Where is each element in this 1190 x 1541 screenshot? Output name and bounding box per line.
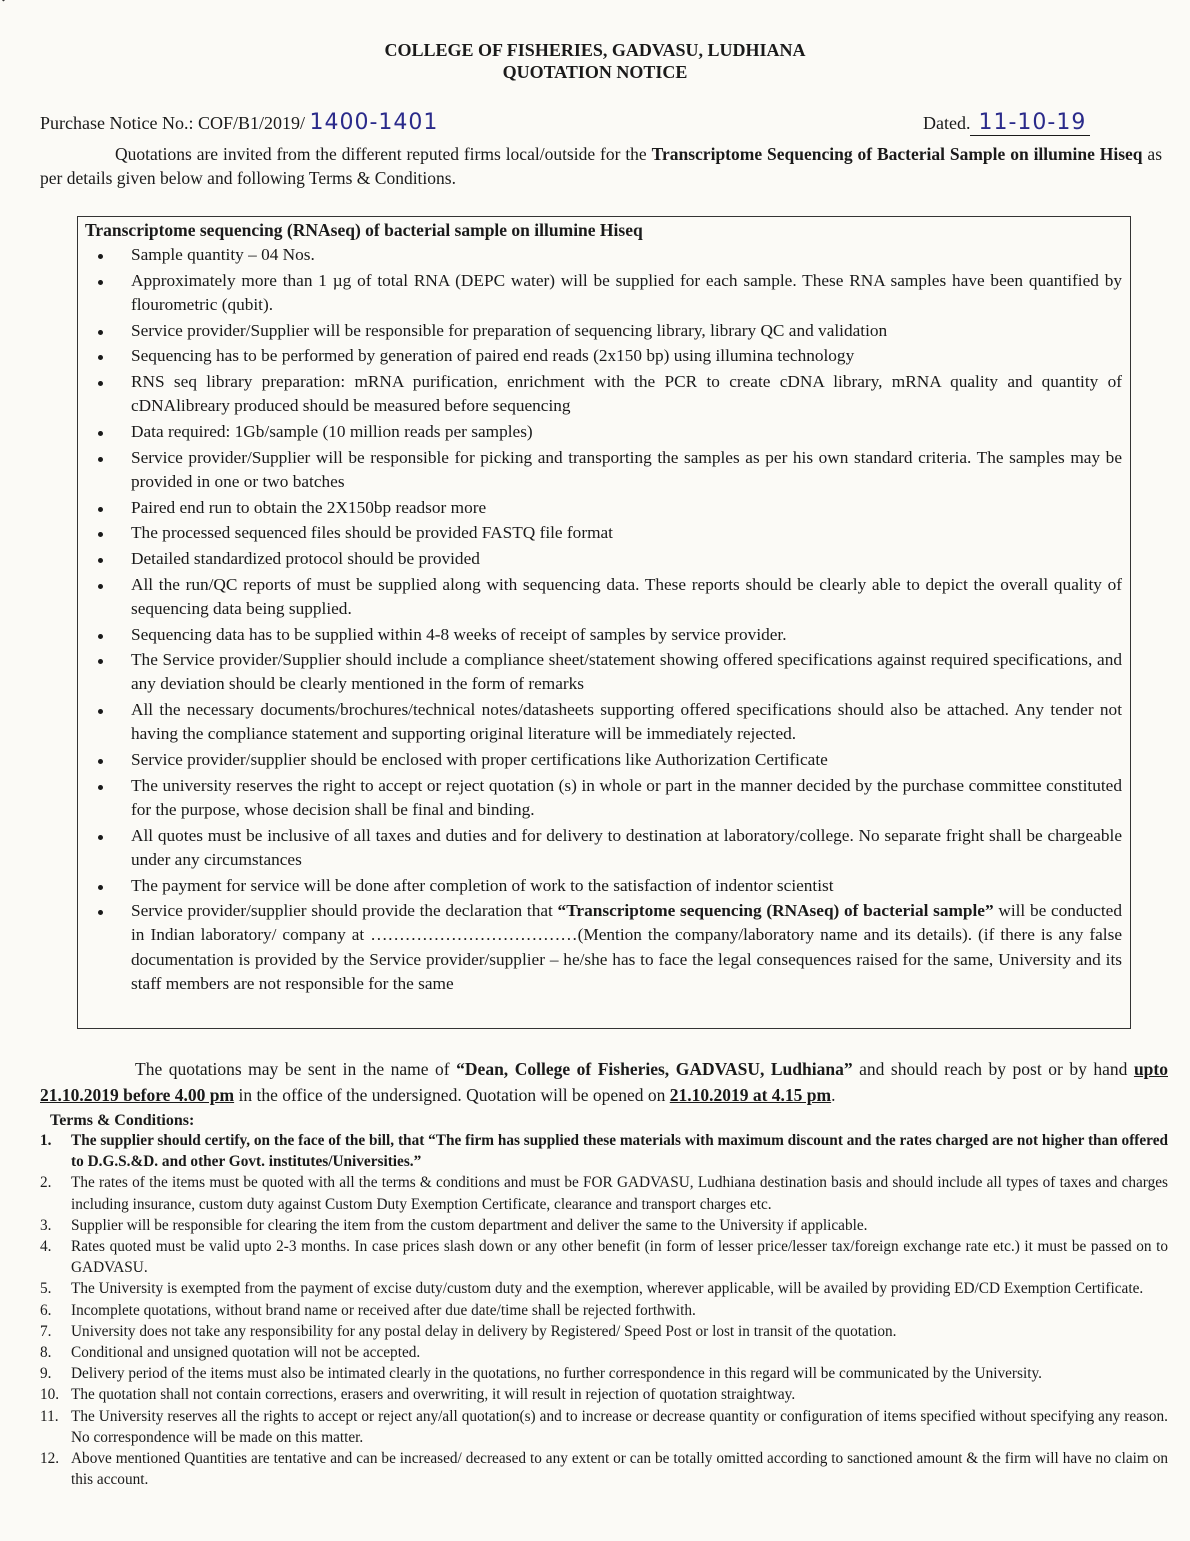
term-number: 1. [40,1132,52,1149]
spec-item-text: The Service provider/Supplier should include a compliance sheet/statement showing offered specifications against required specifications, and any deviation should be clearly mentioned in the form of remarks [131,650,1122,694]
college-title: COLLEGE OF FISHERIES, GADVASU, LUDHIANA [384,40,806,60]
bullet-icon [98,885,103,890]
intro-prefix: Quotations are invited from the different reputed firms local/outside for the [115,144,652,164]
handwritten-notice-number: 1400-1401 [309,110,439,135]
spec-item-text: Service provider/supplier should be enclosed with proper certifications like Authorization Certificate [131,750,828,770]
spec-item-text: Sequencing data has to be supplied within 4-8 weeks of receipt of samples by service provider. [131,624,787,644]
bullet-icon [98,254,103,259]
spec-item-text: The university reserves the right to accept or reject quotation (s) in whole or part in the manner decided by the purchase committee constituted for the purpose, whose decision shall be final and binding. [131,775,1122,819]
bullet-icon [98,457,103,462]
term-number: 7. [40,1322,52,1340]
term-number: 5. [40,1280,52,1298]
spec-item-text: Paired end run to obtain the 2X150bp readsor more [131,497,487,517]
bullet-icon [98,558,103,563]
term-item [40,1278,1168,1299]
spec-item [78,748,1132,772]
spec-item [78,370,1132,418]
term-text: Conditional and unsigned quotation will not be accepted. [71,1344,421,1362]
specification-list [78,243,1132,998]
bullet-icon [98,507,103,512]
spec-item [78,698,1132,746]
spec-item [78,269,1132,317]
spec-item-text: Data required: 1Gb/sample (10 million reads per samples) [131,421,533,441]
bullet-icon [98,431,103,436]
term-text: The University reserves all the rights to accept or reject any/all quotation(s) and to increase or decrease quantity or configuration of items specified without specifying any reason. No correspondence will be made on this matter. [71,1407,1168,1446]
corner-pen-mark [2,0,29,2]
declaration-bold-title: “Transcriptome sequencing (RNAseq) of bacterial sample” [557,901,994,921]
term-text: Above mentioned Quantities are tentative and can be increased/ decreased to any extent or can be totally omitted according to sanctioned amount & the firm will have no claim on this account. [71,1450,1168,1489]
term-text: University does not take any responsibility for any postal delay in delivery by Registered/ Speed Post or lost in transit of the quotation. [71,1322,897,1340]
bullet-icon [98,355,103,360]
term-item [40,1236,1168,1278]
spec-item-text: Sample quantity – 04 Nos. [131,245,315,264]
spec-item-text: Service provider/Supplier will be responsible for picking and transporting the samples as per his own standard criteria. The samples may be provided in one or two batches [131,447,1122,491]
term-number: 11. [40,1407,59,1425]
spec-item [78,648,1132,696]
term-number: 8. [40,1344,52,1362]
spec-item [78,420,1132,444]
term-text: The quotation shall not contain corrections, erasers and overwriting, it will result in rejection of quotation straightway. [71,1386,796,1404]
spec-item-text: Service provider/Supplier will be responsible for preparation of sequencing library, library QC and validation [131,320,888,340]
closing-part4: . [831,1085,836,1105]
bullet-icon [98,659,103,664]
term-item [40,1406,1168,1448]
bullet-icon [98,634,103,639]
bullet-icon [98,835,103,840]
term-item [40,1172,1168,1214]
purchase-notice-number [40,110,438,135]
spec-item-declaration [78,899,1132,996]
spec-item [78,774,1132,822]
bullet-icon [98,532,103,537]
spec-item-text: RNS seq library preparation: mRNA purification, enrichment with the PCR to create cDNA library, mRNA quality and quantity of cDNAlibreary produced should be measured before sequencing [131,372,1122,416]
bullet-icon [98,280,103,285]
term-item [40,1448,1168,1490]
spec-item-text: All quotes must be inclusive of all taxes and duties and for delivery to destination at laboratory/college. No separate fright shall be chargeable under any circumstances [131,825,1122,869]
spec-item [78,344,1132,368]
bullet-icon [98,381,103,386]
spec-item [78,547,1132,571]
spec-item [78,521,1132,545]
term-number: 9. [40,1365,52,1383]
closing-part3: in the office of the undersigned. Quotation will be opened on [234,1085,670,1105]
intro-bold-subject: Transcriptome Sequencing of Bacterial Sample on illumine Hiseq [651,144,1143,164]
term-text: Rates quoted must be valid upto 2-3 months. In case prices slash down or any other benefit (in form of lesser price/lesser tax/foreign exchange rate etc.) it must be passed on to GADVASU. [71,1238,1168,1277]
bullet-icon [98,330,103,335]
term-number: 10. [40,1386,60,1404]
term-text: The rates of the items must be quoted with all the terms & conditions and must be FOR GADVASU, Ludhiana destination basis and should include all types of taxes and charges including insurance, custom duty against Custom Duty Exemption Certificate, clearance and transport charges etc. [71,1174,1168,1213]
notice-date [923,110,1090,136]
bullet-icon [98,910,103,915]
bullet-icon [98,709,103,714]
term-text: Supplier will be responsible for clearing the item from the custom department and deliver the same to the University if applicable. [71,1216,868,1234]
specification-heading: Transcriptome sequencing (RNAseq) of bacterial sample on illumine Hiseq [85,220,643,240]
term-text: The University is exempted from the payment of excise duty/custom duty and the exemption, wherever applicable, will be availed by providing ED/CD Exemption Certificate. [71,1280,1144,1298]
spec-item [78,243,1132,267]
term-item [40,1300,1168,1321]
spec-item-text: Sequencing has to be performed by generation of paired end reads (2x150 bp) using illumina technology [131,346,855,366]
spec-item-text: All the necessary documents/brochures/technical notes/datasheets supporting offered specifications should also be attached. Any tender not having the compliance statement and supporting original literature will be immediately rejected. [131,700,1122,744]
dated-label: Dated. [923,113,971,133]
declaration-prefix: Service provider/supplier should provide the declaration that [131,901,558,921]
handwritten-date: 11-10-19 [970,110,1090,136]
spec-item-text: The payment for service will be done after completion of work to the satisfaction of indentor scientist [131,875,834,895]
spec-item [78,496,1132,520]
declaration-suffix: will be conducted in Indian laboratory/ company at ………………………………(Mention the company/laboratory name and its details). (if there is any false documentation is provided by the Service provider/supplier – he/she has to face the legal consequences raised for the same, University and its staff members are not responsible for the same [131,901,1122,993]
term-item [40,1363,1168,1384]
spec-item [78,623,1132,647]
spec-item [78,824,1132,872]
closing-part1: The quotations may be sent in the name of [135,1059,457,1079]
term-item [40,1321,1168,1342]
notice-title: QUOTATION NOTICE [502,62,688,82]
spec-item-text: All the run/QC reports of must be supplied along with sequencing data. These reports should be clearly able to depict the overall quality of sequencing data being supplied. [131,574,1122,618]
purchase-notice-label: Purchase Notice No.: COF/B1/2019/ [40,113,305,133]
term-item [40,1130,1168,1172]
submission-deadline: upto 21.10.2019 before 4.00 pm [40,1059,1168,1105]
opening-date: 21.10.2019 at 4.15 pm [669,1085,832,1105]
term-number: 3. [40,1216,52,1234]
spec-item-text: Approximately more than 1 µg of total RNA (DEPC water) will be supplied for each sample. These RNA samples have been quantified by flourometric (qubit). [131,270,1122,314]
term-item [40,1342,1168,1363]
spec-item-text: Detailed standardized protocol should be provided [131,548,480,568]
submission-instructions [40,1056,1168,1108]
spec-item [78,874,1132,898]
intro-paragraph [40,142,1162,190]
term-number: 2. [40,1174,52,1192]
term-text: The supplier should certify, on the face of the bill, that “The firm has supplied these materials with maximum discount and the rates charged are not higher than offered to D.G.S.&D. and other Govt. institutes/Universities.” [71,1132,1168,1171]
term-number: 4. [40,1238,52,1256]
terms-heading: Terms & Conditions: [50,1112,195,1129]
term-text: Delivery period of the items must also be intimated clearly in the quotations, no further correspondence in this regard will be communicated by the University. [71,1365,1042,1383]
term-item [40,1215,1168,1236]
term-number: 12. [40,1450,60,1468]
spec-item [78,446,1132,494]
bullet-icon [98,785,103,790]
intro-suffix: as per details given below and following Terms & Conditions. [40,144,1163,188]
closing-part2: and should reach by post or by hand [852,1059,1134,1079]
term-item [40,1384,1168,1405]
term-text: Incomplete quotations, without brand name or received after due date/time shall be rejected forthwith. [71,1301,696,1319]
specification-box [77,216,1131,1029]
spec-item [78,573,1132,621]
bullet-icon [98,584,103,589]
bullet-icon [98,759,103,764]
addressee-name: “Dean, College of Fisheries, GADVASU, Ludhiana” [456,1059,853,1079]
terms-list [40,1130,1168,1490]
spec-item [78,319,1132,343]
spec-item-text: The processed sequenced files should be provided FASTQ file format [131,523,613,543]
term-number: 6. [40,1301,52,1319]
